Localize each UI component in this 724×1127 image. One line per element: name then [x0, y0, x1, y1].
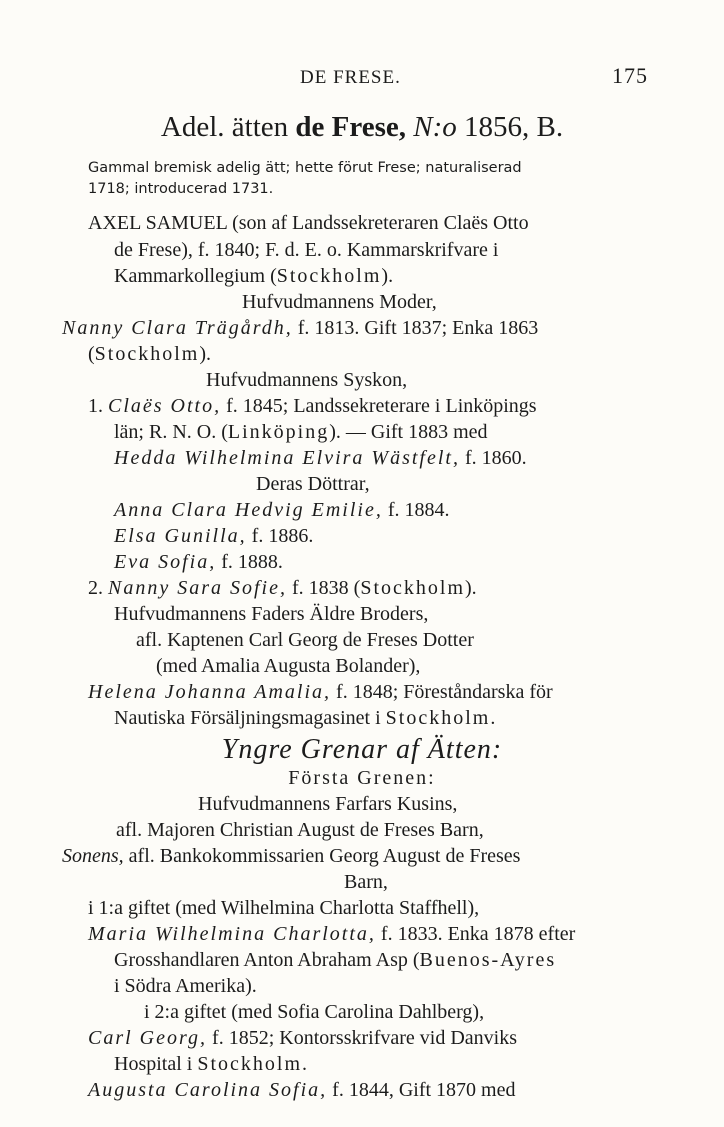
text-span: f. 1844, Gift 1870 med: [327, 1079, 516, 1101]
place-name: Stockholm: [385, 707, 491, 729]
text-span: f. 1860.: [459, 447, 527, 469]
place-name: Buenos-Ayres: [419, 949, 557, 971]
intro-line-1: Gammal bremisk adelig ätt; hette förut Frese; naturaliserad: [88, 160, 522, 176]
section-subtitle: Första Grenen:: [288, 767, 436, 789]
text-line: [88, 394, 537, 418]
text-span: ).: [381, 265, 394, 287]
subheading: Deras Döttrar,: [256, 473, 370, 495]
text-line: (med Amalia Augusta Bolander),: [156, 655, 421, 677]
subheading: Hufvudmannens Faders Äldre Broders,: [114, 603, 429, 625]
text-span: ). — Gift 1883 med: [329, 421, 488, 443]
person-name: Elsa Gunilla,: [114, 525, 247, 547]
intro-line-2: 1718; introducerad 1731.: [88, 181, 274, 197]
list-number: 1.: [88, 395, 108, 417]
text-span: f. 1838 (: [287, 577, 361, 599]
text-span: län; R. N. O. (: [114, 421, 228, 443]
person-name: Nanny Sara Sofie,: [108, 577, 287, 599]
text-line: [88, 680, 553, 704]
text-line: de Frese), f. 1840; F. d. E. o. Kammarskrifvare i: [114, 239, 499, 261]
person-label: Sonens,: [62, 845, 124, 867]
person-name: Hedda Wilhelmina Elvira Wästfelt,: [114, 447, 460, 469]
text-span: .: [490, 707, 496, 729]
text-line: [114, 948, 556, 972]
place-name: Stockholm: [197, 1053, 303, 1075]
section-title: Yngre Grenar af Ätten:: [221, 734, 503, 765]
text-span: f. 1845; Landssekreterare i Linköpings: [221, 395, 537, 417]
text-span: afl. Bankokommissarien Georg August de Freses: [123, 845, 521, 867]
text-span: Grosshandlaren Anton Abraham Asp (: [114, 949, 420, 971]
text-span: Nautiska Försäljningsmagasinet i: [114, 707, 386, 729]
place-name: Stockholm: [360, 577, 465, 599]
text-line: [114, 498, 450, 522]
text-line: [88, 342, 211, 366]
place-name: Stockholm: [94, 343, 200, 365]
title-part-1: Adel. ätten: [160, 111, 289, 143]
text-line: [88, 922, 575, 946]
text-span: .: [302, 1053, 308, 1075]
person-name: Anna Clara Hedvig Emilie,: [114, 499, 383, 521]
list-number: 2.: [88, 577, 108, 599]
text-span: f. 1884.: [382, 499, 450, 521]
place-name: Linköping: [227, 421, 330, 443]
text-line: [88, 1026, 517, 1050]
text-line: i Södra Amerika).: [114, 975, 257, 997]
text-line: afl. Majoren Christian August de Freses Barn,: [116, 819, 484, 841]
text-span: f. 1833. Enka 1878 efter: [375, 923, 576, 945]
running-header: DE FRESE.: [300, 67, 401, 88]
subheading: Hufvudmannens Farfars Kusins,: [198, 793, 458, 815]
title-number: 1856, B.: [463, 111, 564, 143]
text-span: (: [88, 343, 95, 365]
title-number-label: N:o: [413, 111, 457, 143]
text-line: i 1:a giftet (med Wilhelmina Charlotta Staffhell),: [88, 897, 480, 919]
text-line: [114, 264, 393, 288]
text-span: f. 1813. Gift 1837; Enka 1863: [292, 317, 539, 339]
person-name: Nanny Clara Trägårdh,: [62, 317, 293, 339]
text-line: [114, 524, 313, 548]
person-name: Claës Otto,: [108, 395, 222, 417]
text-line: AXEL SAMUEL (son af Landssekreteraren Claës Otto: [88, 212, 529, 234]
subheading: Hufvudmannens Syskon,: [206, 369, 408, 391]
text-line: [62, 844, 520, 868]
person-name: Carl Georg,: [88, 1027, 208, 1049]
text-line: [114, 446, 527, 470]
page-number: 175: [612, 63, 648, 88]
person-name: Maria Wilhelmina Charlotta,: [88, 923, 376, 945]
text-line: [88, 1078, 515, 1102]
text-line: [114, 420, 488, 444]
text-line: [114, 706, 495, 730]
text-line: [114, 550, 283, 574]
text-span: f. 1848; Föreståndarska för: [331, 681, 553, 703]
text-span: ).: [199, 343, 212, 365]
text-span: f. 1852; Kontorsskrifvare vid Danviks: [207, 1027, 517, 1049]
page-title: [0, 110, 724, 144]
person-name: Augusta Carolina Sofia,: [88, 1079, 328, 1101]
text-span: Hospital i: [114, 1053, 198, 1075]
text-line: [62, 316, 538, 340]
person-name: Helena Johanna Amalia,: [88, 681, 332, 703]
place-name: Stockholm: [276, 265, 382, 287]
text-span: f. 1886.: [246, 525, 314, 547]
text-line: [114, 1052, 307, 1076]
text-line: Barn,: [344, 871, 388, 893]
text-span: Kammarkollegium (: [114, 265, 277, 287]
person-name: Eva Sofia,: [114, 551, 217, 573]
subheading: Hufvudmannens Moder,: [242, 291, 437, 313]
text-line: i 2:a giftet (med Sofia Carolina Dahlberg),: [144, 1001, 485, 1023]
text-line: [88, 576, 477, 600]
text-span: f. 1888.: [216, 551, 283, 573]
text-line: afl. Kaptenen Carl Georg de Freses Dotter: [136, 629, 474, 651]
title-family-name: de Frese,: [295, 111, 406, 143]
text-span: ).: [465, 577, 477, 599]
